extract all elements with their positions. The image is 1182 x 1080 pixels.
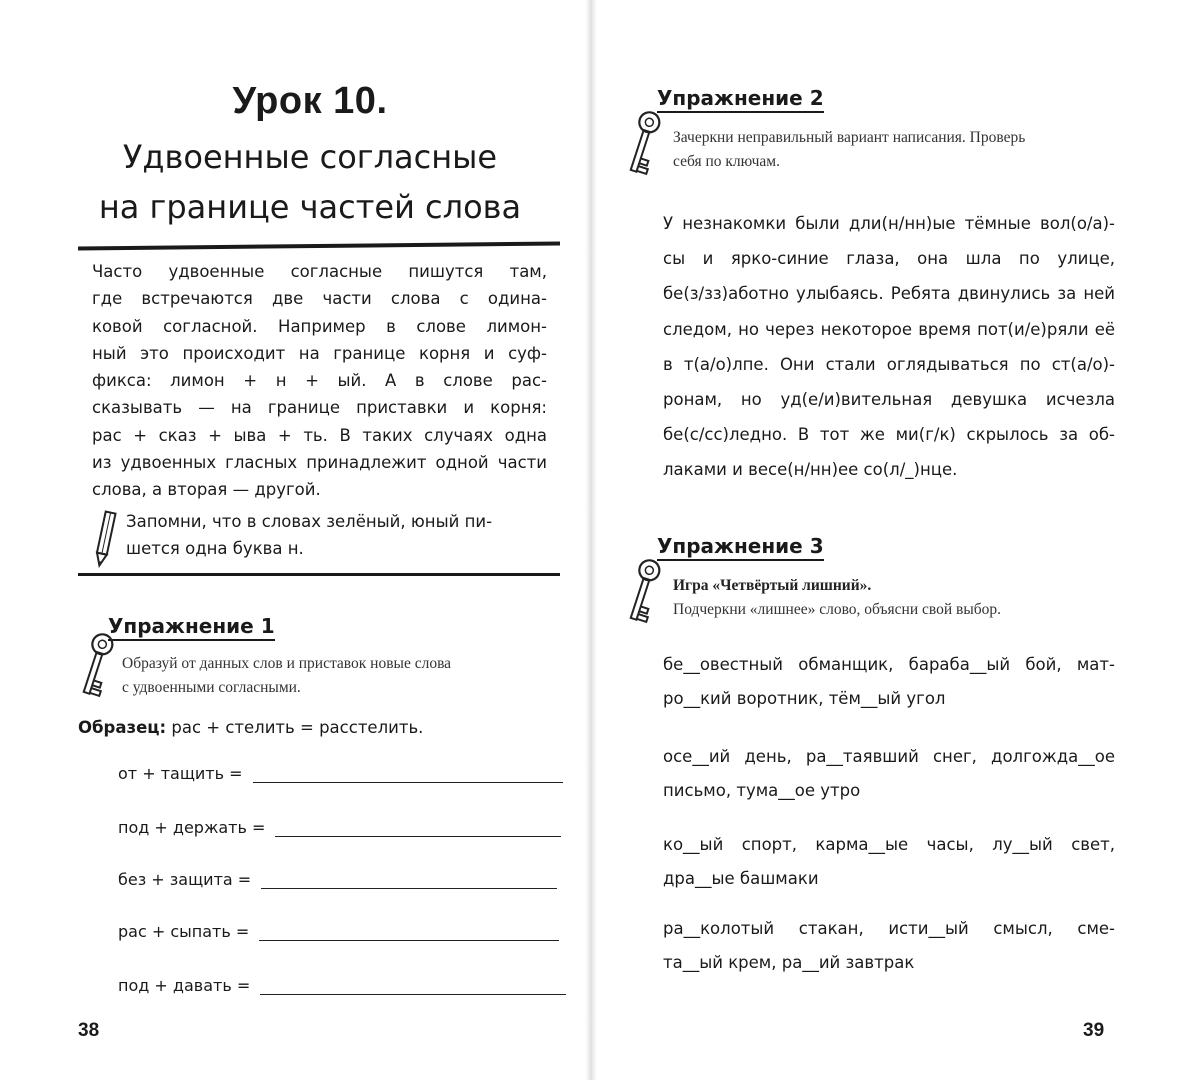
lesson-title [20, 132, 600, 232]
rule-line: из удвоенных гласных принадлежит одной части [92, 453, 547, 473]
key-icon [72, 630, 116, 710]
rule-line: фикса: лимон + н + ый. А в слове рас- [92, 371, 547, 391]
word-group-line: ро__кий воротник, тём__ый угол [663, 689, 946, 708]
story-line: сы и ярко-синие глаза, она шла по улице, [663, 249, 1115, 269]
sample-label: Образец: [78, 718, 167, 737]
pencil-icon [90, 508, 120, 570]
fill-row [118, 922, 559, 941]
word-group-line: дра__ые башмаки [663, 869, 819, 888]
fill-item-label: под + давать = [118, 976, 251, 995]
word-group-line: ко__ый спорт, карма__ые часы, лу__ый свет, [663, 835, 1115, 854]
story-line: У незнакомки были дли(н/нн)ые тёмные вол(о/а)- [663, 214, 1115, 233]
right-page [591, 0, 1182, 1080]
exercise3-task-line: Подчеркни «лишнее» слово, объясни свой выбор. [673, 601, 1002, 618]
fill-row [118, 976, 566, 995]
answer-blank[interactable] [260, 977, 566, 995]
story-line: лаками и весе(н/нн)ее со(л/_)нце. [663, 460, 958, 480]
story-line: бе(с/сс)ледно. В тот же ми(г/к) скрылось за об- [663, 425, 1115, 445]
exercise2-task [673, 126, 1123, 174]
key-icon [619, 556, 663, 636]
word-group-line: ра__колотый стакан, исти__ый смысл, сме- [663, 919, 1115, 938]
rule-line: ковой согласной. Например в слове лимон- [92, 316, 547, 336]
word-group-line: бе__овестный обманщик, бараба__ый бой, мат- [663, 655, 1115, 674]
exercise3-game: Игра «Четвёртый лишний». [673, 577, 872, 594]
word-group [663, 648, 1115, 716]
rule-line: ный это происходит на границе корня и суф- [92, 343, 547, 363]
note-line2: шется одна буква н. [126, 539, 304, 558]
exercise2-title: Упражнение 2 [657, 86, 824, 113]
rule-line: Часто удвоенные согласные пишутся там, [92, 262, 547, 281]
word-group-line: та__ый крем, ра__ий завтрак [663, 953, 915, 972]
lesson-title-line2: на границе частей слова [98, 188, 522, 226]
page-number: 38 [78, 1020, 100, 1041]
story-line: бе(з/зз)аботно улыбаясь. Ребята двинулись за ней [663, 284, 1115, 304]
fill-item-label: под + держать = [118, 818, 266, 837]
rule-line: слова, а вторая — другой. [92, 480, 321, 500]
word-group [663, 740, 1115, 808]
exercise2-story [663, 206, 1115, 488]
answer-blank[interactable] [259, 923, 559, 941]
exercise1-task [122, 652, 562, 700]
exercise3-title: Упражнение 3 [657, 534, 824, 561]
key-icon [619, 108, 663, 188]
exercise2-task-line2: себя по ключам. [673, 153, 780, 170]
rule-text [92, 258, 547, 504]
rule-line: рас + сказ + ыва + ть. В таких случаях одна [92, 425, 547, 445]
lesson-title-line1: Удвоенные согласные [122, 138, 498, 176]
answer-blank[interactable] [261, 871, 557, 889]
story-line: в т(а/о)лпе. Они стали оглядываться по ст(а/о)- [663, 354, 1115, 374]
exercise1-title: Упражнение 1 [108, 614, 275, 641]
rule-line: где встречаются две части слова с одина- [92, 289, 547, 309]
word-group-line: осе__ий день, ра__таявший снег, долгожда__ое [663, 747, 1115, 766]
lesson-number: Урок 10. [232, 80, 388, 122]
rule-divider-top [78, 241, 560, 250]
fill-row [118, 870, 557, 889]
word-group [663, 912, 1115, 980]
story-line: следом, но через некоторое время пот(и/е)ряли её [663, 319, 1115, 339]
exercise3-task [673, 574, 1123, 622]
word-group-line: письмо, тума__ое утро [663, 781, 861, 800]
sample [78, 718, 423, 737]
sample-text: рас + стелить = расстелить. [171, 718, 424, 737]
answer-blank[interactable] [275, 819, 561, 837]
fill-row [118, 764, 563, 783]
note-text [126, 508, 546, 562]
word-group [663, 828, 1115, 896]
fill-item-label: рас + сыпать = [118, 922, 250, 941]
exercise1-task-line1: Образуй от данных слов и приставок новые слова [122, 655, 452, 672]
fill-row [118, 818, 561, 837]
exercise2-task-line1: Зачеркни неправильный вариант написания. Проверь [673, 129, 1026, 146]
exercise1-task-line2: с удвоенными согласными. [122, 679, 301, 696]
rule-divider-bottom [78, 573, 560, 576]
answer-blank[interactable] [253, 765, 563, 783]
story-line: ронам, но уд(е/и)вительная девушка исчезла [663, 390, 1115, 410]
fill-item-label: от + тащить = [118, 764, 243, 783]
note-line1: Запомни, что в словах зелёный, юный пи- [126, 512, 493, 531]
fill-item-label: без + защита = [118, 870, 252, 889]
rule-line: сказывать — на границе приставки и корня: [92, 398, 547, 418]
page-number: 39 [1083, 1020, 1105, 1041]
